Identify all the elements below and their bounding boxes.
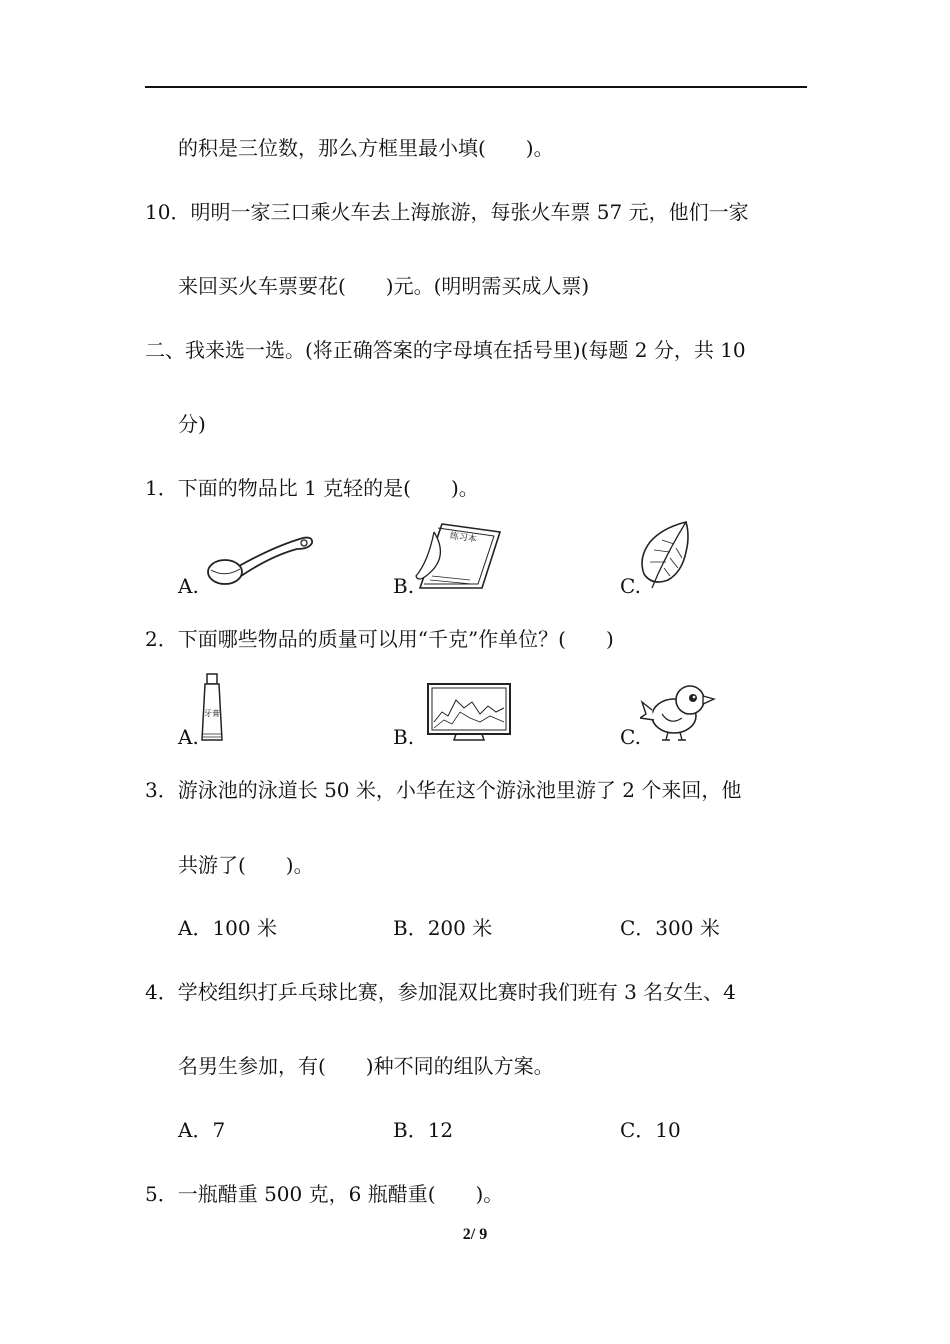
leaf-icon [636,518,694,592]
header-rule [145,86,807,88]
page-number: 2/ 9 [462,1226,488,1243]
q1-text: 1．下面的物品比 1 克轻的是( )。 [145,476,479,500]
q3-option-c: C．300 米 [620,916,720,940]
q1-option-b: B. [393,574,415,598]
q10-line2: 来回买火车票要花( )元。(明明需买成人票) [178,274,590,298]
q10-line1: 10．明明一家三口乘火车去上海旅游，每张火车票 57 元，他们一家 [145,200,749,224]
q9-continuation: 的积是三位数，那么方框里最小填( )。 [178,136,554,160]
q3-line1: 3．游泳池的泳道长 50 米，小华在这个游泳池里游了 2 个来回，他 [145,778,742,802]
television-icon [426,682,512,742]
exercise-book-icon [410,518,506,594]
q2-option-b: B. [393,725,415,749]
q2-option-a: A. [178,725,199,749]
q4-option-b: B．12 [393,1118,454,1142]
spoon-icon [205,534,317,592]
bird-icon [640,682,716,744]
q3-option-a: A．100 米 [178,916,277,940]
q3-line2: 共游了( )。 [178,853,314,877]
section2-heading: 二、我来选一选。(将正确答案的字母填在括号里)(每题 2 分，共 10 [145,338,746,362]
q2-text: 2．下面哪些物品的质量可以用“千克”作单位？( ) [145,627,614,651]
q4-line1: 4．学校组织打乒乓球比赛，参加混双比赛时我们班有 3 名女生、4 [145,980,736,1004]
q1-option-c: C. [620,574,641,598]
q3-option-b: B．200 米 [393,916,493,940]
toothpaste-icon [198,672,228,744]
q5-text: 5．一瓶醋重 500 克，6 瓶醋重( )。 [145,1182,504,1206]
book-label: 练习本 [449,531,478,546]
section2-heading-cont: 分) [178,412,206,436]
q4-option-a: A．7 [178,1118,226,1142]
q4-option-c: C．10 [620,1118,681,1142]
q4-line2: 名男生参加，有( )种不同的组队方案。 [178,1054,554,1078]
q2-option-c: C. [620,725,641,749]
tube-label: 牙膏 [204,709,220,718]
q1-option-a: A. [178,574,199,598]
